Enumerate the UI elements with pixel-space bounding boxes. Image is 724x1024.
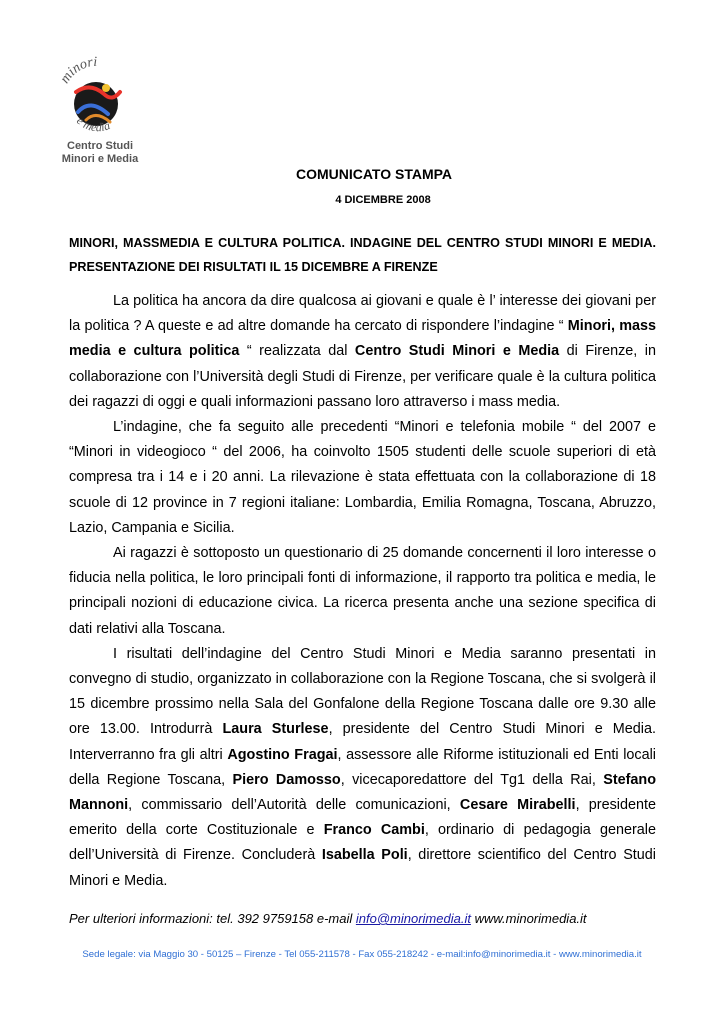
paragraph-2: L’indagine, che fa seguito alle precedenti “Minori e telefonia mobile “ del 2007 e “Minori in videogioco “ del 2006, ha coinvolto 1505 studenti delle scuole superiori di età compresa tra i 14 e i 20 anni. La rilevazione è stata effettuata con la collaborazione di 18 scuole di 12 province in 7 regioni italiane: Lombardia, Emilia Romagna, Toscana, Abruzzo, Lazio, Campania e Sicilia.	[69, 419, 656, 536]
p1-bold-centro: Centro Studi Minori e Media	[354, 343, 560, 360]
contacts-website[interactable]: www.minorimedia.it	[470, 911, 587, 926]
p1-text-2: “ realizzata dal	[239, 343, 355, 360]
logo-arc-top: minori	[57, 54, 98, 87]
p4-bold-fragai: Agostino Fragai	[227, 746, 338, 763]
p4-text-6: , presidente emerito della corte Costituzionale e	[69, 797, 657, 839]
paragraph-3: Ai ragazzi è sottoposto un questionario di 25 domande concernenti il loro interesse o fiducia nella politica, le loro principali fonti di informazione, il rapporto tra politica e media, le principali nozioni di educazione civica. La ricerca presenta anche una sezione specifica di dati relativi alla Toscana.	[69, 545, 656, 637]
logo-arc-bottom: e media	[74, 113, 112, 135]
contacts-prefix: Per ulteriori informazioni: tel. 392 9759158 e-mail	[69, 911, 356, 926]
email-link[interactable]: info@minorimedia.it	[355, 911, 471, 926]
p1-bold-title: Minori, mass media e cultura politica	[69, 318, 657, 360]
logo-caption-line1: Centro Studi	[67, 140, 133, 152]
p4-bold-cambi: Franco Cambi	[323, 822, 425, 839]
p4-text-3: , assessore alle Riforme istituzionali ed Enti locali della Regione Toscana,	[69, 746, 656, 788]
headline: MINORI, MASSMEDIA E CULTURA POLITICA. INDAGINE DEL CENTRO STUDI MINORI E MEDIA. PRESENTAZIONE DEI RISULTATI IL 15 DICEMBRE A FIRENZE	[69, 236, 656, 274]
p4-bold-mannoni: Stefano Mannoni	[69, 771, 656, 814]
page-date: 4 DICEMBRE 2008	[335, 194, 431, 206]
p4-text-1: I risultati dell’indagine del Centro Studi Minori e Media saranno presentati in convegno di studio, organizzato in collaborazione con la Regione Toscana, che si svolgerà il 15 dicembre prossimo nella Sala del Gonfalone della Regione Toscana dalle ore 9.30 alle ore 13.00. Introdurrà	[69, 645, 656, 738]
body-text	[69, 289, 656, 894]
p4-bold-poli: Isabella Poli	[321, 847, 408, 864]
footer-address: Sede legale: via Maggio 30 - 50125 – Firenze - Tel 055-211578 - Fax 055-218242 - e-mail:info@minorimedia.it - www.minorimedia.it	[82, 949, 642, 960]
p4-text-5: , commissario dell’Autorità delle comunicazioni,	[128, 797, 460, 814]
p4-bold-mirabelli: Cesare Mirabelli	[459, 797, 576, 814]
paragraph-1	[69, 289, 656, 415]
p4-text-4: , vicecaporedattore del Tg1 della Rai,	[340, 771, 604, 788]
page-title: COMUNICATO STAMPA	[295, 166, 453, 182]
p4-text-8: , direttore scientifico del Centro Studi Minori e Media.	[69, 847, 656, 889]
logo-caption-line2: Minori e Media	[61, 153, 139, 165]
p4-text-7: , ordinario di pedagogia generale dell’Università di Firenze. Concluderà	[69, 822, 656, 864]
minori-media-logo-icon	[50, 54, 150, 154]
contacts-line	[69, 911, 669, 926]
p4-bold-damosso: Piero Damosso	[232, 771, 341, 788]
p1-text-1: La politica ha ancora da dire qualcosa ai giovani e quale è l’ interesse dei giovani per la politica ? A queste e ad altre domande ha cercato di rispondere l’indagine “	[69, 293, 656, 335]
paragraph-4	[69, 642, 656, 894]
p4-text-2: , presidente del Centro Studi Minori e Media. Interverranno fra gli altri	[69, 721, 656, 763]
p1-text-3: di Firenze, in collaborazione con l’Università degli Studi di Firenze, per verificare quale è la cultura politica dei ragazzi di oggi e quali informazioni passano loro attraverso i mass media.	[69, 343, 656, 410]
logo-caption	[50, 140, 150, 166]
svg-text:minori	[58, 55, 98, 86]
p4-bold-sturlese: Laura Sturlese	[222, 721, 329, 738]
